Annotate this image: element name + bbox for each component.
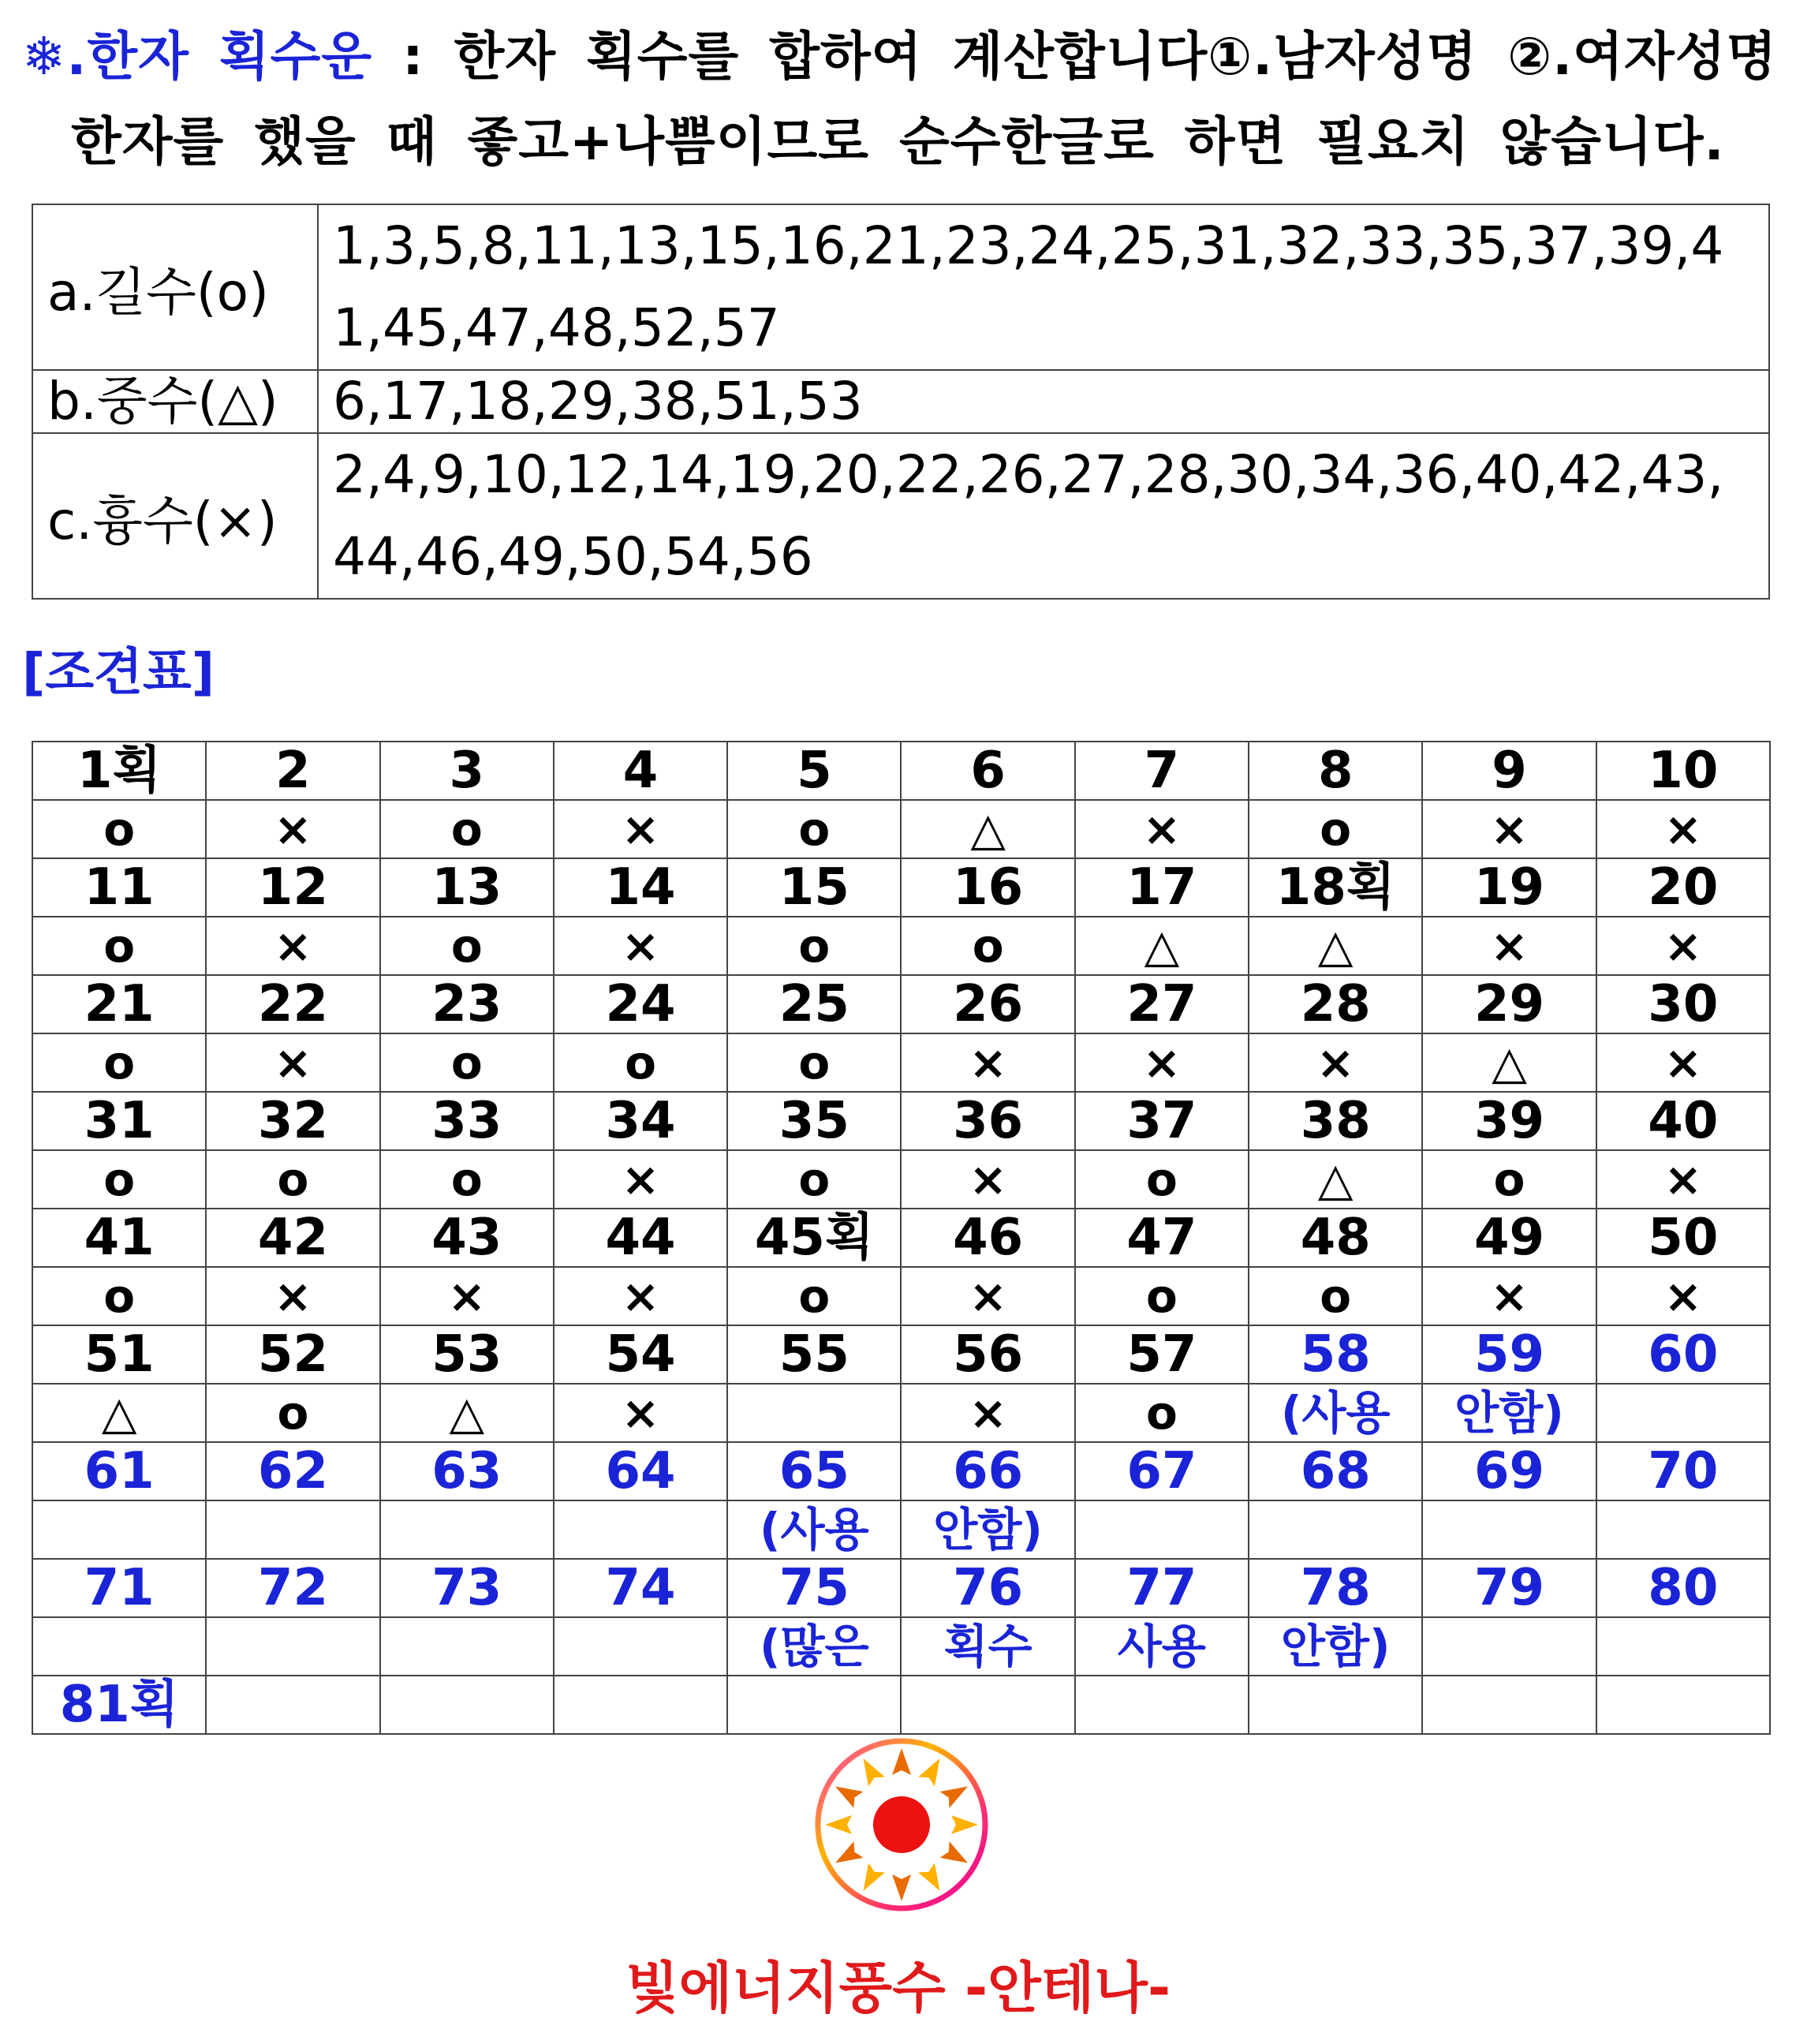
sun-logo-icon bbox=[812, 1736, 991, 1914]
snowflake-icon: ❄ bbox=[22, 26, 67, 87]
stroke-number-row bbox=[32, 858, 1770, 917]
condition-cell: × bbox=[1422, 917, 1596, 975]
condition-cell: × bbox=[380, 1267, 554, 1325]
stroke-number-row bbox=[32, 742, 1770, 800]
condition-cell: o bbox=[554, 1033, 727, 1092]
grade-numbers: 6,17,18,29,38,51,53 bbox=[318, 370, 1769, 433]
condition-cell: 28 bbox=[1249, 975, 1422, 1033]
condition-cell bbox=[206, 1676, 379, 1734]
condition-cell bbox=[1422, 1500, 1596, 1559]
stroke-number-row bbox=[32, 1676, 1770, 1734]
condition-cell: 4 bbox=[554, 742, 727, 800]
condition-cell: △ bbox=[380, 1384, 554, 1442]
grade-row-bad bbox=[32, 433, 1769, 599]
condition-cell: 79 bbox=[1422, 1559, 1596, 1617]
condition-cell bbox=[1596, 1617, 1770, 1676]
condition-cell: 62 bbox=[206, 1442, 379, 1500]
grade-label: b.중수(△) bbox=[32, 370, 318, 433]
condition-cell: 60 bbox=[1596, 1325, 1770, 1384]
condition-cell bbox=[380, 1617, 554, 1676]
condition-cell: 47 bbox=[1075, 1209, 1249, 1267]
condition-cell bbox=[1249, 1676, 1422, 1734]
condition-cell: 26 bbox=[901, 975, 1074, 1033]
grade-row-middle bbox=[32, 370, 1769, 433]
condition-cell: 5 bbox=[727, 742, 901, 800]
condition-cell: 54 bbox=[554, 1325, 727, 1384]
condition-cell: 34 bbox=[554, 1092, 727, 1150]
condition-cell: 35 bbox=[727, 1092, 901, 1150]
condition-cell bbox=[206, 1500, 379, 1559]
condition-cell: 78 bbox=[1249, 1559, 1422, 1617]
condition-cell bbox=[1422, 1617, 1596, 1676]
condition-cell: △ bbox=[32, 1384, 206, 1442]
stroke-grade-table bbox=[32, 204, 1770, 600]
condition-cell: △ bbox=[1422, 1033, 1596, 1092]
condition-cell: × bbox=[554, 917, 727, 975]
condition-cell: △ bbox=[901, 800, 1074, 858]
condition-cell bbox=[727, 1384, 901, 1442]
condition-cell: o bbox=[32, 800, 206, 858]
condition-cell: 사용 bbox=[1075, 1617, 1249, 1676]
stroke-result-row bbox=[32, 1150, 1770, 1209]
condition-cell: × bbox=[1596, 917, 1770, 975]
condition-cell bbox=[380, 1500, 554, 1559]
condition-cell: 56 bbox=[901, 1325, 1074, 1384]
condition-cell: o bbox=[1075, 1384, 1249, 1442]
condition-cell: o bbox=[901, 917, 1074, 975]
condition-cell: 6 bbox=[901, 742, 1074, 800]
condition-cell: (사용 bbox=[1249, 1384, 1422, 1442]
condition-cell: 21 bbox=[32, 975, 206, 1033]
condition-cell: o bbox=[32, 1267, 206, 1325]
condition-cell: 획수 bbox=[901, 1617, 1074, 1676]
condition-cell: 72 bbox=[206, 1559, 379, 1617]
condition-cell bbox=[727, 1676, 901, 1734]
condition-cell: × bbox=[554, 1150, 727, 1209]
condition-cell: 31 bbox=[32, 1092, 206, 1150]
condition-cell: o bbox=[380, 917, 554, 975]
condition-cell: (사용 bbox=[727, 1500, 901, 1559]
condition-cell: 45획 bbox=[727, 1209, 901, 1267]
condition-cell: 61 bbox=[32, 1442, 206, 1500]
intro-title: .한자 획수운 bbox=[66, 26, 373, 87]
grade-numbers: 1,3,5,8,11,13,15,16,21,23,24,25,31,32,33,35,37,39,41,45,47,48,52,57 bbox=[318, 204, 1769, 370]
condition-cell: 64 bbox=[554, 1442, 727, 1500]
condition-cell: △ bbox=[1249, 917, 1422, 975]
condition-cell: × bbox=[1249, 1033, 1422, 1092]
condition-table bbox=[32, 741, 1771, 1735]
condition-cell: × bbox=[901, 1267, 1074, 1325]
condition-cell: o bbox=[1075, 1267, 1249, 1325]
condition-cell: 19 bbox=[1422, 858, 1596, 917]
condition-cell: 71 bbox=[32, 1559, 206, 1617]
condition-cell: 30 bbox=[1596, 975, 1770, 1033]
condition-cell bbox=[554, 1617, 727, 1676]
stroke-result-row bbox=[32, 800, 1770, 858]
condition-cell: 43 bbox=[380, 1209, 554, 1267]
condition-cell: × bbox=[206, 800, 379, 858]
stroke-result-row bbox=[32, 1617, 1770, 1676]
condition-cell: 15 bbox=[727, 858, 901, 917]
condition-cell: 2 bbox=[206, 742, 379, 800]
condition-cell bbox=[1596, 1384, 1770, 1442]
intro-text bbox=[22, 14, 1778, 185]
grade-label: a.길수(o) bbox=[32, 204, 318, 370]
condition-cell: 16 bbox=[901, 858, 1074, 917]
condition-cell: 66 bbox=[901, 1442, 1074, 1500]
condition-cell: 12 bbox=[206, 858, 379, 917]
condition-cell: 57 bbox=[1075, 1325, 1249, 1384]
condition-cell: 1획 bbox=[32, 742, 206, 800]
condition-cell: 3 bbox=[380, 742, 554, 800]
condition-cell bbox=[206, 1617, 379, 1676]
condition-cell bbox=[32, 1617, 206, 1676]
condition-cell: 59 bbox=[1422, 1325, 1596, 1384]
condition-cell: o bbox=[32, 917, 206, 975]
condition-cell: 안함) bbox=[1422, 1384, 1596, 1442]
condition-cell: 29 bbox=[1422, 975, 1596, 1033]
condition-cell: 48 bbox=[1249, 1209, 1422, 1267]
condition-cell: o bbox=[380, 800, 554, 858]
condition-cell: 80 bbox=[1596, 1559, 1770, 1617]
condition-cell: o bbox=[1249, 800, 1422, 858]
brand-name: 빛에너지풍수 -안테나- bbox=[625, 1956, 1171, 2020]
condition-cell: 23 bbox=[380, 975, 554, 1033]
intro-line-2: 한자를 했을 때 좋고+나쁨이므로 순수한글로 하면 필요치 않습니다. bbox=[71, 111, 1725, 172]
intro-line-1 bbox=[22, 14, 1778, 99]
stroke-number-row bbox=[32, 1559, 1770, 1617]
condition-cell: 안함) bbox=[901, 1500, 1074, 1559]
condition-cell bbox=[1249, 1500, 1422, 1559]
condition-cell: 22 bbox=[206, 975, 379, 1033]
condition-cell: × bbox=[554, 1384, 727, 1442]
condition-cell: × bbox=[901, 1384, 1074, 1442]
stroke-number-row bbox=[32, 1092, 1770, 1150]
condition-cell: 25 bbox=[727, 975, 901, 1033]
condition-cell: 50 bbox=[1596, 1209, 1770, 1267]
condition-cell: 9 bbox=[1422, 742, 1596, 800]
condition-cell: 81획 bbox=[32, 1676, 206, 1734]
stroke-number-row bbox=[32, 1325, 1770, 1384]
condition-cell: 10 bbox=[1596, 742, 1770, 800]
condition-cell: o bbox=[1249, 1267, 1422, 1325]
stroke-number-row bbox=[32, 1442, 1770, 1500]
condition-cell: × bbox=[1075, 1033, 1249, 1092]
condition-cell: 32 bbox=[206, 1092, 379, 1150]
condition-cell: 58 bbox=[1249, 1325, 1422, 1384]
intro-colon: : bbox=[372, 26, 454, 87]
condition-cell: (많은 bbox=[727, 1617, 901, 1676]
condition-cell bbox=[1075, 1500, 1249, 1559]
condition-cell: 11 bbox=[32, 858, 206, 917]
condition-cell: 76 bbox=[901, 1559, 1074, 1617]
condition-cell: 안함) bbox=[1249, 1617, 1422, 1676]
stroke-result-row bbox=[32, 917, 1770, 975]
condition-cell: × bbox=[206, 1267, 379, 1325]
condition-cell: △ bbox=[1249, 1150, 1422, 1209]
condition-cell: 17 bbox=[1075, 858, 1249, 917]
condition-cell: 39 bbox=[1422, 1092, 1596, 1150]
condition-cell: 24 bbox=[554, 975, 727, 1033]
grade-row-good bbox=[32, 204, 1769, 370]
condition-cell: 7 bbox=[1075, 742, 1249, 800]
condition-cell: o bbox=[32, 1033, 206, 1092]
stroke-result-row bbox=[32, 1267, 1770, 1325]
condition-cell: 44 bbox=[554, 1209, 727, 1267]
condition-cell: 52 bbox=[206, 1325, 379, 1384]
condition-table-title: [조견표] bbox=[22, 644, 215, 702]
condition-cell: × bbox=[1596, 1150, 1770, 1209]
condition-cell: o bbox=[206, 1150, 379, 1209]
condition-cell bbox=[32, 1500, 206, 1559]
stroke-result-row bbox=[32, 1033, 1770, 1092]
condition-cell: 20 bbox=[1596, 858, 1770, 917]
condition-cell: × bbox=[1075, 800, 1249, 858]
condition-cell: 73 bbox=[380, 1559, 554, 1617]
condition-cell: × bbox=[206, 917, 379, 975]
condition-cell: 63 bbox=[380, 1442, 554, 1500]
condition-cell bbox=[1422, 1676, 1596, 1734]
condition-cell: 70 bbox=[1596, 1442, 1770, 1500]
condition-cell: 75 bbox=[727, 1559, 901, 1617]
condition-cell: 40 bbox=[1596, 1092, 1770, 1150]
condition-cell: o bbox=[380, 1033, 554, 1092]
condition-cell: o bbox=[206, 1384, 379, 1442]
condition-cell: × bbox=[554, 800, 727, 858]
condition-cell bbox=[1596, 1500, 1770, 1559]
grade-label: c.흉수(×) bbox=[32, 433, 318, 599]
condition-cell: o bbox=[380, 1150, 554, 1209]
condition-cell: 74 bbox=[554, 1559, 727, 1617]
condition-cell: 42 bbox=[206, 1209, 379, 1267]
condition-cell bbox=[554, 1676, 727, 1734]
condition-cell: 67 bbox=[1075, 1442, 1249, 1500]
condition-cell: 49 bbox=[1422, 1209, 1596, 1267]
stroke-number-row bbox=[32, 1209, 1770, 1267]
grade-numbers: 2,4,9,10,12,14,19,20,22,26,27,28,30,34,36,40,42,43,44,46,49,50,54,56 bbox=[318, 433, 1769, 599]
condition-cell: o bbox=[1422, 1150, 1596, 1209]
condition-cell: o bbox=[727, 1033, 901, 1092]
condition-cell: × bbox=[1596, 1033, 1770, 1092]
condition-cell: × bbox=[1596, 1267, 1770, 1325]
condition-cell: × bbox=[1596, 800, 1770, 858]
condition-cell: o bbox=[727, 917, 901, 975]
condition-cell: 69 bbox=[1422, 1442, 1596, 1500]
condition-cell bbox=[554, 1500, 727, 1559]
condition-cell: △ bbox=[1075, 917, 1249, 975]
stroke-result-row bbox=[32, 1500, 1770, 1559]
condition-cell: × bbox=[206, 1033, 379, 1092]
condition-cell: × bbox=[901, 1150, 1074, 1209]
condition-cell: × bbox=[554, 1267, 727, 1325]
condition-cell: 51 bbox=[32, 1325, 206, 1384]
condition-cell: 77 bbox=[1075, 1559, 1249, 1617]
condition-cell bbox=[380, 1676, 554, 1734]
condition-cell: o bbox=[32, 1150, 206, 1209]
condition-cell: o bbox=[1075, 1150, 1249, 1209]
condition-cell: 27 bbox=[1075, 975, 1249, 1033]
condition-cell: 38 bbox=[1249, 1092, 1422, 1150]
condition-cell: × bbox=[901, 1033, 1074, 1092]
condition-cell: 33 bbox=[380, 1092, 554, 1150]
condition-cell: 37 bbox=[1075, 1092, 1249, 1150]
condition-cell: 13 bbox=[380, 858, 554, 917]
condition-cell: 18획 bbox=[1249, 858, 1422, 917]
condition-cell: 53 bbox=[380, 1325, 554, 1384]
condition-cell: o bbox=[727, 1267, 901, 1325]
stroke-result-row bbox=[32, 1384, 1770, 1442]
condition-cell: 65 bbox=[727, 1442, 901, 1500]
intro-description: 한자 획수를 합하여 계산합니다①.남자성명 ②.여자성명 bbox=[454, 26, 1778, 87]
condition-cell: o bbox=[727, 1150, 901, 1209]
condition-cell: 8 bbox=[1249, 742, 1422, 800]
condition-cell: 36 bbox=[901, 1092, 1074, 1150]
condition-cell: × bbox=[1422, 1267, 1596, 1325]
condition-cell: 55 bbox=[727, 1325, 901, 1384]
condition-cell bbox=[1596, 1676, 1770, 1734]
condition-cell: 68 bbox=[1249, 1442, 1422, 1500]
condition-cell bbox=[901, 1676, 1074, 1734]
condition-cell: 41 bbox=[32, 1209, 206, 1267]
condition-cell: × bbox=[1422, 800, 1596, 858]
stroke-number-row bbox=[32, 975, 1770, 1033]
condition-cell: o bbox=[727, 800, 901, 858]
condition-cell bbox=[1075, 1676, 1249, 1734]
condition-cell: 46 bbox=[901, 1209, 1074, 1267]
condition-cell: 14 bbox=[554, 858, 727, 917]
